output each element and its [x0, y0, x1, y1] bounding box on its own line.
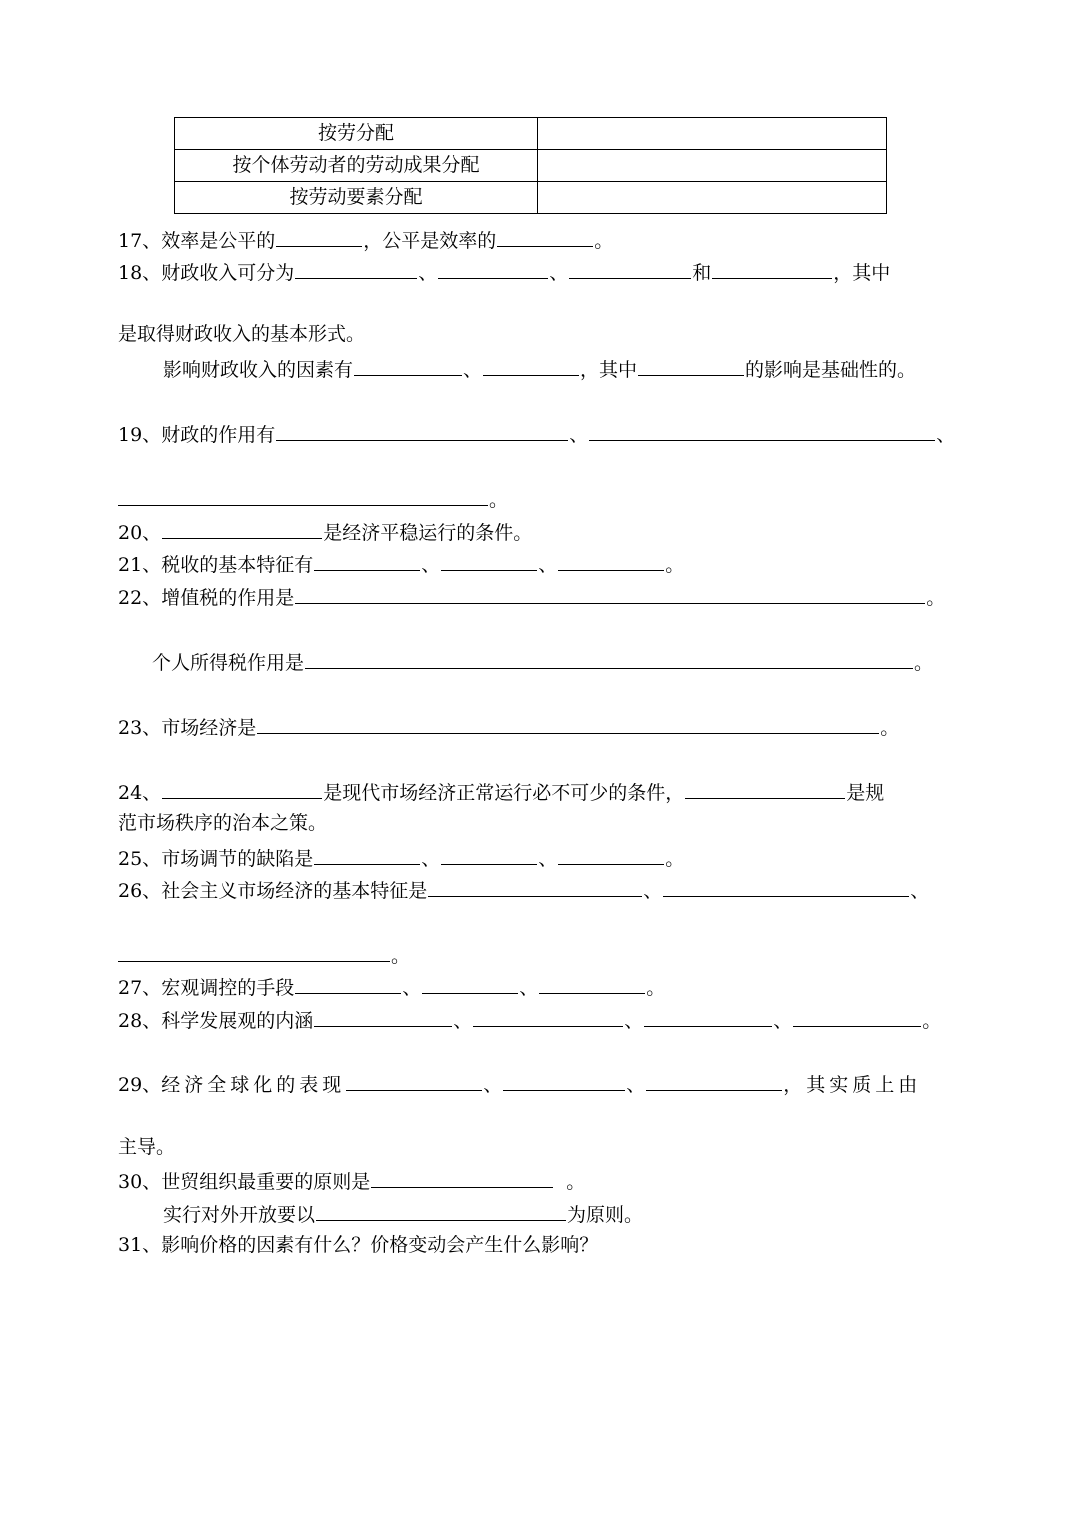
question-19-line-2	[118, 485, 508, 509]
punctuation: 。	[665, 848, 685, 870]
question-number: 25、	[118, 848, 162, 870]
answer-blank[interactable]	[428, 876, 642, 897]
question-text: 实行对外开放要以	[163, 1204, 316, 1226]
question-text: 财政收入可分为	[161, 262, 295, 284]
question-text: ，其实质上由	[783, 1074, 922, 1096]
punctuation: 、	[418, 262, 438, 284]
punctuation: 、	[569, 424, 589, 446]
question-text: 税收的基本特征有	[161, 554, 314, 576]
table-cell-value[interactable]	[538, 150, 887, 182]
question-number: 22、	[118, 587, 162, 609]
question-number: 30、	[118, 1171, 162, 1193]
answer-blank[interactable]	[162, 518, 322, 539]
question-23	[118, 713, 899, 737]
answer-blank[interactable]	[441, 844, 537, 865]
punctuation: 、	[402, 977, 422, 999]
question-number: 21、	[118, 554, 162, 576]
answer-blank[interactable]	[305, 648, 913, 669]
question-18-line-2	[118, 322, 365, 346]
question-number: 19、	[118, 424, 162, 446]
answer-blank[interactable]	[712, 258, 832, 279]
table-row	[175, 118, 887, 150]
question-text: 为原则。	[567, 1204, 644, 1226]
question-18-line-3	[163, 355, 916, 379]
question-text: 和	[692, 262, 712, 284]
question-text: 科学发展观的内涵	[161, 1010, 314, 1032]
answer-blank[interactable]	[118, 941, 390, 962]
punctuation: 。	[922, 1010, 942, 1032]
question-text: ，其中	[833, 262, 891, 284]
answer-blank[interactable]	[354, 355, 462, 376]
question-30	[118, 1167, 585, 1191]
answer-blank[interactable]	[276, 226, 362, 247]
question-25	[118, 844, 684, 868]
question-29-line-2	[118, 1135, 175, 1159]
question-text: 市场经济是	[161, 717, 257, 739]
answer-blank[interactable]	[371, 1167, 553, 1188]
answer-blank[interactable]	[314, 550, 420, 571]
question-text: ，公平是效率的	[363, 230, 497, 252]
question-number: 27、	[118, 977, 162, 999]
punctuation: 、	[483, 1074, 503, 1096]
punctuation: 。	[566, 1171, 586, 1193]
punctuation: 、	[421, 554, 441, 576]
question-27	[118, 973, 665, 997]
answer-blank[interactable]	[558, 844, 664, 865]
punctuation: 、	[643, 880, 663, 902]
answer-blank[interactable]	[314, 1006, 452, 1027]
question-text: ，其中	[580, 359, 638, 381]
question-text: 增值税的作用是	[161, 587, 295, 609]
question-text: 市场调节的缺陷是	[161, 848, 314, 870]
punctuation: 、	[549, 262, 569, 284]
answer-blank[interactable]	[589, 420, 935, 441]
answer-blank[interactable]	[162, 778, 322, 799]
table-cell-label: 按劳动要素分配	[175, 182, 538, 214]
question-text: 财政的作用有	[161, 424, 276, 446]
punctuation: 、	[421, 848, 441, 870]
answer-blank[interactable]	[558, 550, 664, 571]
distribution-table	[174, 117, 887, 214]
table-cell-label: 按劳分配	[175, 118, 538, 150]
answer-blank[interactable]	[473, 1006, 623, 1027]
question-text: 是经济平稳运行的条件。	[323, 522, 533, 544]
question-text: 是取得财政收入的基本形式。	[118, 323, 366, 345]
punctuation: 。	[489, 489, 509, 511]
punctuation: 、	[936, 424, 956, 446]
punctuation: 。	[926, 587, 946, 609]
answer-blank[interactable]	[295, 583, 925, 604]
question-29	[118, 1070, 921, 1094]
punctuation: 、	[463, 359, 483, 381]
question-number: 23、	[118, 717, 162, 739]
question-number: 20、	[118, 522, 162, 544]
answer-blank[interactable]	[316, 1200, 566, 1221]
answer-blank[interactable]	[663, 876, 909, 897]
question-number: 28、	[118, 1010, 162, 1032]
answer-blank[interactable]	[497, 226, 593, 247]
question-text: 经济全球化的表现	[161, 1074, 346, 1096]
question-26-line-2	[118, 941, 410, 965]
question-text: 主导。	[118, 1136, 176, 1158]
table-cell-value[interactable]	[538, 182, 887, 214]
punctuation: 。	[914, 652, 934, 674]
question-20	[118, 518, 532, 542]
answer-blank[interactable]	[422, 973, 518, 994]
punctuation: 。	[665, 554, 685, 576]
answer-blank[interactable]	[438, 258, 548, 279]
punctuation: 、	[773, 1010, 793, 1032]
question-text: 是规	[846, 782, 885, 804]
question-text: 世贸组织最重要的原则是	[161, 1171, 371, 1193]
answer-blank[interactable]	[569, 258, 691, 279]
table-row	[175, 150, 887, 182]
question-18	[118, 258, 890, 282]
question-31	[118, 1233, 598, 1257]
question-21	[118, 550, 684, 574]
question-17	[118, 226, 613, 250]
punctuation: 。	[880, 717, 900, 739]
question-30-line-2	[163, 1200, 643, 1224]
question-22-line-2	[152, 648, 933, 672]
answer-blank[interactable]	[539, 973, 645, 994]
table-cell-value[interactable]	[538, 118, 887, 150]
punctuation: 、	[538, 848, 558, 870]
answer-blank[interactable]	[793, 1006, 921, 1027]
answer-blank[interactable]	[483, 355, 579, 376]
answer-blank[interactable]	[441, 550, 537, 571]
question-text: 效率是公平的	[161, 230, 276, 252]
punctuation: 。	[594, 230, 614, 252]
answer-blank[interactable]	[295, 973, 401, 994]
question-19	[118, 420, 955, 444]
question-text: 是现代市场经济正常运行必不可少的条件，	[323, 782, 685, 804]
punctuation: 、	[626, 1074, 646, 1096]
question-number: 31、	[118, 1234, 162, 1256]
answer-blank[interactable]	[257, 713, 879, 734]
punctuation: 、	[624, 1010, 644, 1032]
question-26	[118, 876, 929, 900]
answer-blank[interactable]	[118, 485, 488, 506]
question-22	[118, 583, 945, 607]
question-text: 的影响是基础性的。	[745, 359, 917, 381]
answer-blank[interactable]	[346, 1070, 482, 1091]
answer-blank[interactable]	[685, 778, 845, 799]
punctuation: 。	[391, 945, 411, 967]
table-row	[175, 182, 887, 214]
answer-blank[interactable]	[295, 258, 417, 279]
punctuation: 、	[519, 977, 539, 999]
table-cell-label: 按个体劳动者的劳动成果分配	[175, 150, 538, 182]
question-number: 26、	[118, 880, 162, 902]
question-number: 18、	[118, 262, 162, 284]
question-24-line-2	[118, 811, 327, 835]
punctuation: 、	[910, 880, 930, 902]
question-text: 宏观调控的手段	[161, 977, 295, 999]
punctuation: 。	[646, 977, 666, 999]
question-24	[118, 778, 884, 802]
question-number: 24、	[118, 782, 162, 804]
answer-blank[interactable]	[646, 1070, 782, 1091]
question-text: 范市场秩序的治本之策。	[118, 812, 328, 834]
question-text: 影响价格的因素有什么？价格变动会产生什么影响？	[161, 1234, 599, 1256]
answer-blank[interactable]	[638, 355, 744, 376]
answer-blank[interactable]	[503, 1070, 625, 1091]
punctuation: 、	[538, 554, 558, 576]
punctuation: 、	[453, 1010, 473, 1032]
answer-blank[interactable]	[314, 844, 420, 865]
answer-blank[interactable]	[276, 420, 568, 441]
answer-blank[interactable]	[644, 1006, 772, 1027]
question-number: 29、	[118, 1074, 162, 1096]
question-text: 影响财政收入的因素有	[163, 359, 354, 381]
question-text: 个人所得税作用是	[152, 652, 305, 674]
question-28	[118, 1006, 941, 1030]
question-number: 17、	[118, 230, 162, 252]
question-text: 社会主义市场经济的基本特征是	[161, 880, 428, 902]
